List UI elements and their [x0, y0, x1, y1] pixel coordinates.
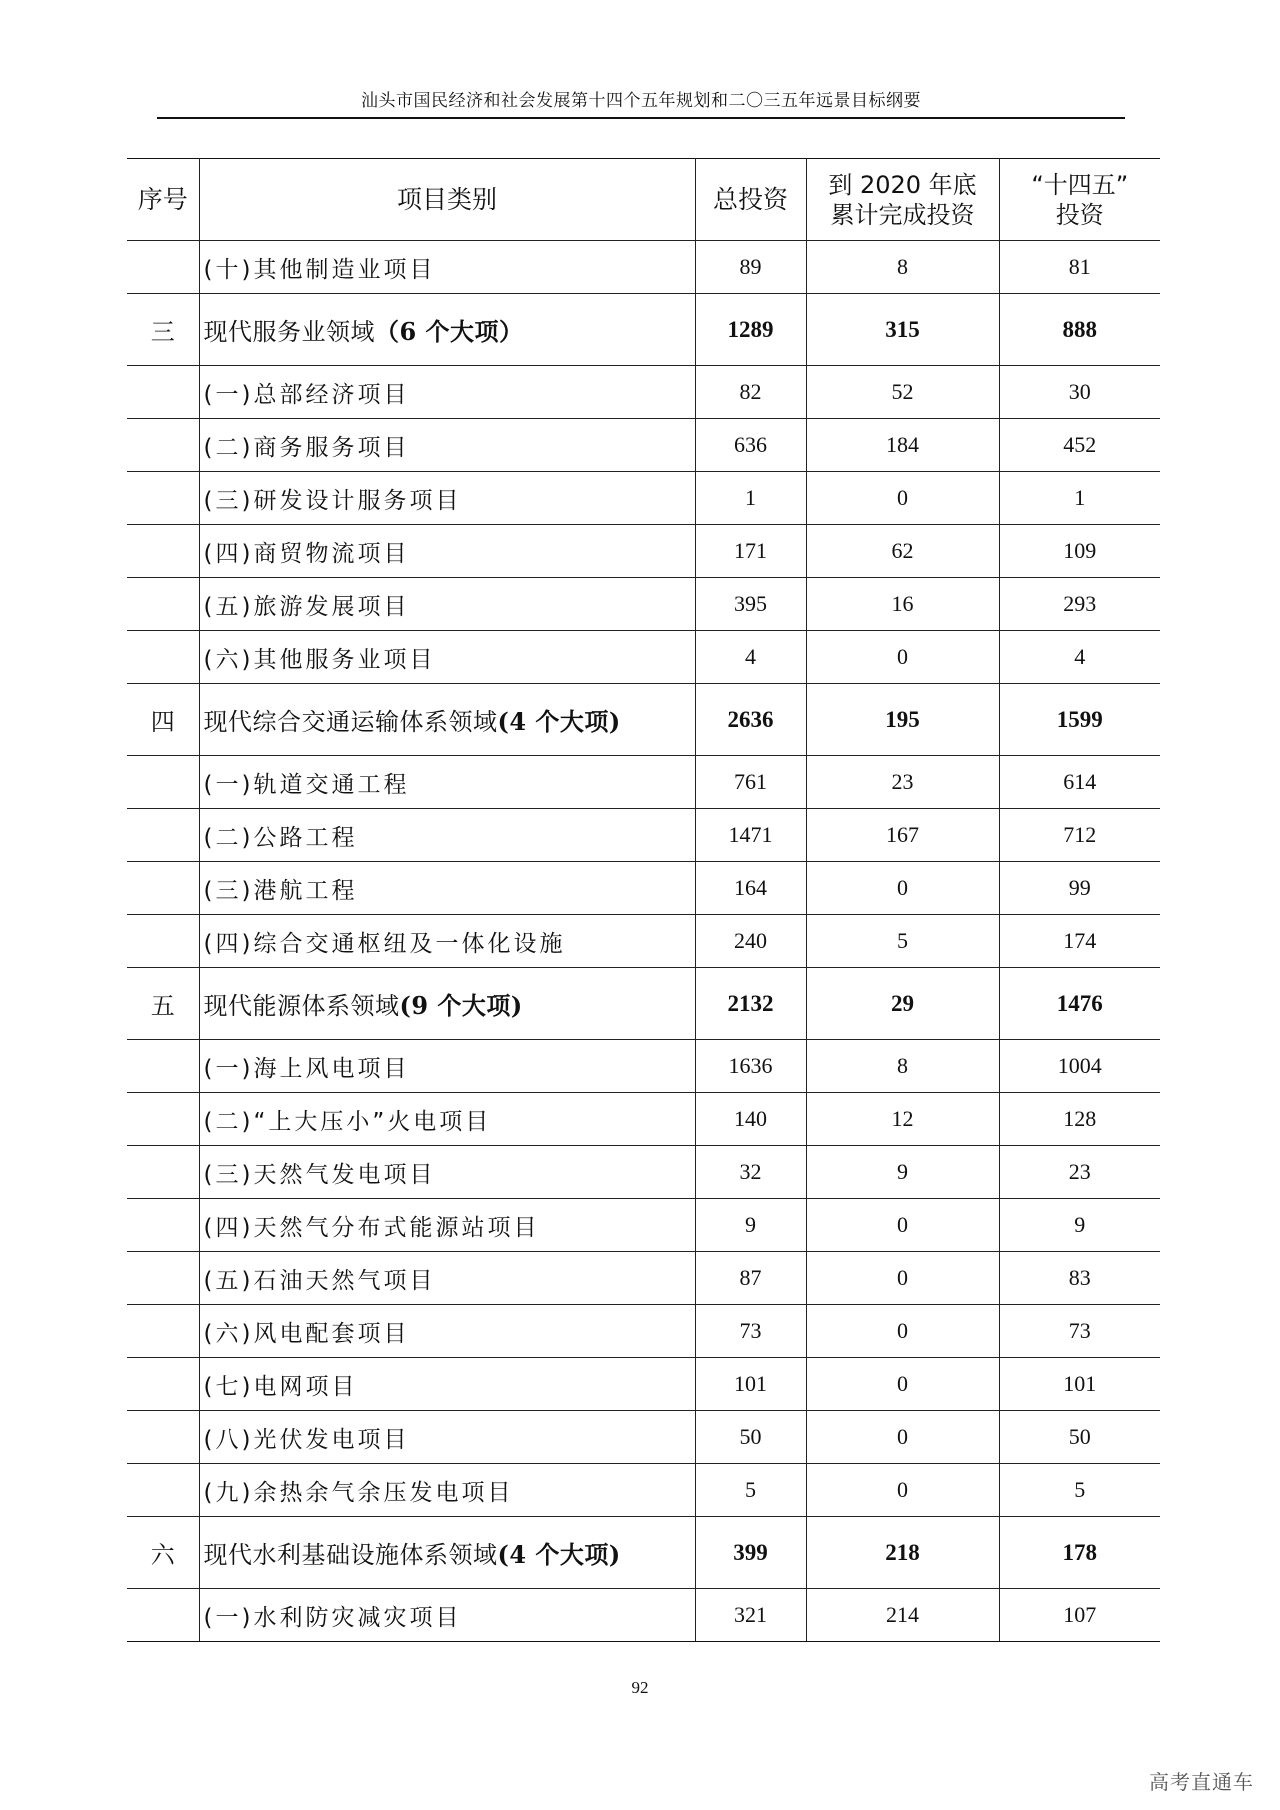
table-row — [127, 472, 1160, 525]
row-category: (五)石油天然气项目 — [199, 1252, 695, 1305]
row-index — [127, 1411, 199, 1464]
table-row-section — [127, 968, 1160, 1040]
row-plan-investment: 712 — [999, 809, 1160, 862]
row-total-investment: 82 — [695, 366, 806, 419]
table-body — [127, 241, 1160, 1642]
row-plan-investment: 23 — [999, 1146, 1160, 1199]
row-completed-investment: 315 — [806, 294, 999, 366]
row-completed-investment: 0 — [806, 1464, 999, 1517]
row-plan-investment: 109 — [999, 525, 1160, 578]
row-index — [127, 472, 199, 525]
row-completed-investment: 195 — [806, 684, 999, 756]
row-total-investment: 4 — [695, 631, 806, 684]
table-row — [127, 1411, 1160, 1464]
column-header-plan-line2: 投资 — [1055, 200, 1104, 229]
row-total-investment: 73 — [695, 1305, 806, 1358]
row-category-name: 现代能源体系领域 — [203, 992, 400, 1020]
row-plan-investment: 128 — [999, 1093, 1160, 1146]
row-index — [127, 1305, 199, 1358]
row-plan-investment: 888 — [999, 294, 1160, 366]
row-plan-investment: 101 — [999, 1358, 1160, 1411]
row-total-investment: 9 — [695, 1199, 806, 1252]
row-category-count: (9 个大项) — [399, 991, 523, 1020]
row-completed-investment: 8 — [806, 241, 999, 294]
row-completed-investment: 167 — [806, 809, 999, 862]
row-completed-investment: 0 — [806, 1358, 999, 1411]
table-row — [127, 1589, 1160, 1642]
row-total-investment: 5 — [695, 1464, 806, 1517]
row-index: 五 — [127, 968, 199, 1040]
row-plan-investment: 107 — [999, 1589, 1160, 1642]
table-row — [127, 1252, 1160, 1305]
row-completed-investment: 184 — [806, 419, 999, 472]
row-completed-investment: 0 — [806, 1305, 999, 1358]
row-category-name: 现代综合交通运输体系领域 — [203, 708, 498, 736]
row-completed-investment: 23 — [806, 756, 999, 809]
row-category: (八)光伏发电项目 — [199, 1411, 695, 1464]
row-index — [127, 1589, 199, 1642]
row-completed-investment: 52 — [806, 366, 999, 419]
row-category: (一)总部经济项目 — [199, 366, 695, 419]
row-category: (十)其他制造业项目 — [199, 241, 695, 294]
row-category: (三)研发设计服务项目 — [199, 472, 695, 525]
column-header-category: 项目类别 — [199, 159, 695, 241]
table-row — [127, 1146, 1160, 1199]
table-row — [127, 578, 1160, 631]
table-row — [127, 1358, 1160, 1411]
table-row — [127, 809, 1160, 862]
row-index — [127, 756, 199, 809]
row-total-investment: 761 — [695, 756, 806, 809]
row-category — [199, 968, 695, 1040]
column-header-plan — [999, 159, 1160, 241]
row-completed-investment: 0 — [806, 862, 999, 915]
row-completed-investment: 62 — [806, 525, 999, 578]
row-total-investment: 164 — [695, 862, 806, 915]
table-row — [127, 915, 1160, 968]
column-header-index: 序号 — [127, 159, 199, 241]
row-total-investment: 399 — [695, 1517, 806, 1589]
row-category: (七)电网项目 — [199, 1358, 695, 1411]
row-category: (二)公路工程 — [199, 809, 695, 862]
row-category: (四)综合交通枢纽及一体化设施 — [199, 915, 695, 968]
column-header-total: 总投资 — [695, 159, 806, 241]
row-category-name: 现代水利基础设施体系领域 — [203, 1541, 498, 1569]
row-index — [127, 1146, 199, 1199]
table-header-row — [127, 159, 1160, 241]
row-index — [127, 525, 199, 578]
row-plan-investment: 178 — [999, 1517, 1160, 1589]
row-plan-investment: 1 — [999, 472, 1160, 525]
row-index: 四 — [127, 684, 199, 756]
row-completed-investment: 29 — [806, 968, 999, 1040]
column-header-plan-line1: “十四五” — [1031, 170, 1129, 199]
table-row — [127, 525, 1160, 578]
row-completed-investment: 12 — [806, 1093, 999, 1146]
row-category: (四)天然气分布式能源站项目 — [199, 1199, 695, 1252]
row-index — [127, 419, 199, 472]
table-row — [127, 1305, 1160, 1358]
table-row — [127, 241, 1160, 294]
row-plan-investment: 30 — [999, 366, 1160, 419]
row-category: (五)旅游发展项目 — [199, 578, 695, 631]
page-header: 汕头市国民经济和社会发展第十四个五年规划和二〇三五年远景目标纲要 — [361, 91, 921, 111]
row-completed-investment: 5 — [806, 915, 999, 968]
row-category: (一)轨道交通工程 — [199, 756, 695, 809]
row-index: 六 — [127, 1517, 199, 1589]
row-total-investment: 636 — [695, 419, 806, 472]
row-index — [127, 1252, 199, 1305]
row-category: (六)其他服务业项目 — [199, 631, 695, 684]
table-row — [127, 1199, 1160, 1252]
row-category — [199, 1517, 695, 1589]
row-index — [127, 631, 199, 684]
row-plan-investment: 1476 — [999, 968, 1160, 1040]
row-plan-investment: 9 — [999, 1199, 1160, 1252]
row-category — [199, 294, 695, 366]
row-category-name: 现代服务业领域 — [203, 318, 375, 346]
table-row — [127, 1093, 1160, 1146]
row-plan-investment: 1004 — [999, 1040, 1160, 1093]
row-index — [127, 915, 199, 968]
row-category: (九)余热余气余压发电项目 — [199, 1464, 695, 1517]
row-total-investment: 1 — [695, 472, 806, 525]
row-completed-investment: 0 — [806, 1411, 999, 1464]
investment-table — [127, 158, 1160, 1642]
row-plan-investment: 1599 — [999, 684, 1160, 756]
row-index — [127, 366, 199, 419]
row-total-investment: 32 — [695, 1146, 806, 1199]
row-index — [127, 1040, 199, 1093]
row-plan-investment: 452 — [999, 419, 1160, 472]
row-completed-investment: 0 — [806, 631, 999, 684]
column-header-completed — [806, 159, 999, 241]
row-category: (一)水利防灾减灾项目 — [199, 1589, 695, 1642]
row-category: (二)商务服务项目 — [199, 419, 695, 472]
row-category: (二)“上大压小”火电项目 — [199, 1093, 695, 1146]
row-category: (一)海上风电项目 — [199, 1040, 695, 1093]
row-completed-investment: 8 — [806, 1040, 999, 1093]
row-total-investment: 140 — [695, 1093, 806, 1146]
row-total-investment: 1471 — [695, 809, 806, 862]
row-total-investment: 1289 — [695, 294, 806, 366]
row-completed-investment: 9 — [806, 1146, 999, 1199]
row-completed-investment: 214 — [806, 1589, 999, 1642]
row-category: (三)天然气发电项目 — [199, 1146, 695, 1199]
row-total-investment: 89 — [695, 241, 806, 294]
row-total-investment: 50 — [695, 1411, 806, 1464]
row-completed-investment: 0 — [806, 1199, 999, 1252]
table-row — [127, 366, 1160, 419]
row-index — [127, 241, 199, 294]
row-index — [127, 862, 199, 915]
column-header-completed-line2: 累计完成投资 — [830, 200, 975, 229]
watermark: 高考直通车 — [1149, 1770, 1254, 1794]
row-plan-investment: 614 — [999, 756, 1160, 809]
table-row-section — [127, 294, 1160, 366]
table-row-section — [127, 684, 1160, 756]
row-category-count: (4 个大项) — [497, 1540, 621, 1569]
row-total-investment: 101 — [695, 1358, 806, 1411]
row-category — [199, 684, 695, 756]
row-index — [127, 578, 199, 631]
table-row — [127, 756, 1160, 809]
row-index — [127, 809, 199, 862]
row-category-count: （6 个大项） — [375, 317, 524, 346]
table-row-section — [127, 1517, 1160, 1589]
row-plan-investment: 73 — [999, 1305, 1160, 1358]
table-row — [127, 419, 1160, 472]
row-total-investment: 171 — [695, 525, 806, 578]
row-total-investment: 395 — [695, 578, 806, 631]
row-total-investment: 321 — [695, 1589, 806, 1642]
row-category: (六)风电配套项目 — [199, 1305, 695, 1358]
row-plan-investment: 174 — [999, 915, 1160, 968]
row-index — [127, 1199, 199, 1252]
row-total-investment: 87 — [695, 1252, 806, 1305]
row-index — [127, 1358, 199, 1411]
row-plan-investment: 293 — [999, 578, 1160, 631]
row-completed-investment: 0 — [806, 1252, 999, 1305]
column-header-completed-line1: 到 2020 年底 — [828, 170, 977, 199]
row-category-count: (4 个大项) — [497, 707, 621, 736]
row-total-investment: 2132 — [695, 968, 806, 1040]
table-row — [127, 862, 1160, 915]
row-index: 三 — [127, 294, 199, 366]
row-total-investment: 2636 — [695, 684, 806, 756]
header-rule — [157, 117, 1125, 119]
row-index — [127, 1093, 199, 1146]
row-plan-investment: 99 — [999, 862, 1160, 915]
row-plan-investment: 50 — [999, 1411, 1160, 1464]
row-completed-investment: 218 — [806, 1517, 999, 1589]
row-total-investment: 240 — [695, 915, 806, 968]
row-category: (四)商贸物流项目 — [199, 525, 695, 578]
row-index — [127, 1464, 199, 1517]
row-category: (三)港航工程 — [199, 862, 695, 915]
table-row — [127, 631, 1160, 684]
table-row — [127, 1040, 1160, 1093]
table-row — [127, 1464, 1160, 1517]
row-plan-investment: 5 — [999, 1464, 1160, 1517]
row-completed-investment: 0 — [806, 472, 999, 525]
row-plan-investment: 83 — [999, 1252, 1160, 1305]
row-plan-investment: 4 — [999, 631, 1160, 684]
row-plan-investment: 81 — [999, 241, 1160, 294]
row-completed-investment: 16 — [806, 578, 999, 631]
page-number: 92 — [631, 1678, 649, 1697]
row-total-investment: 1636 — [695, 1040, 806, 1093]
